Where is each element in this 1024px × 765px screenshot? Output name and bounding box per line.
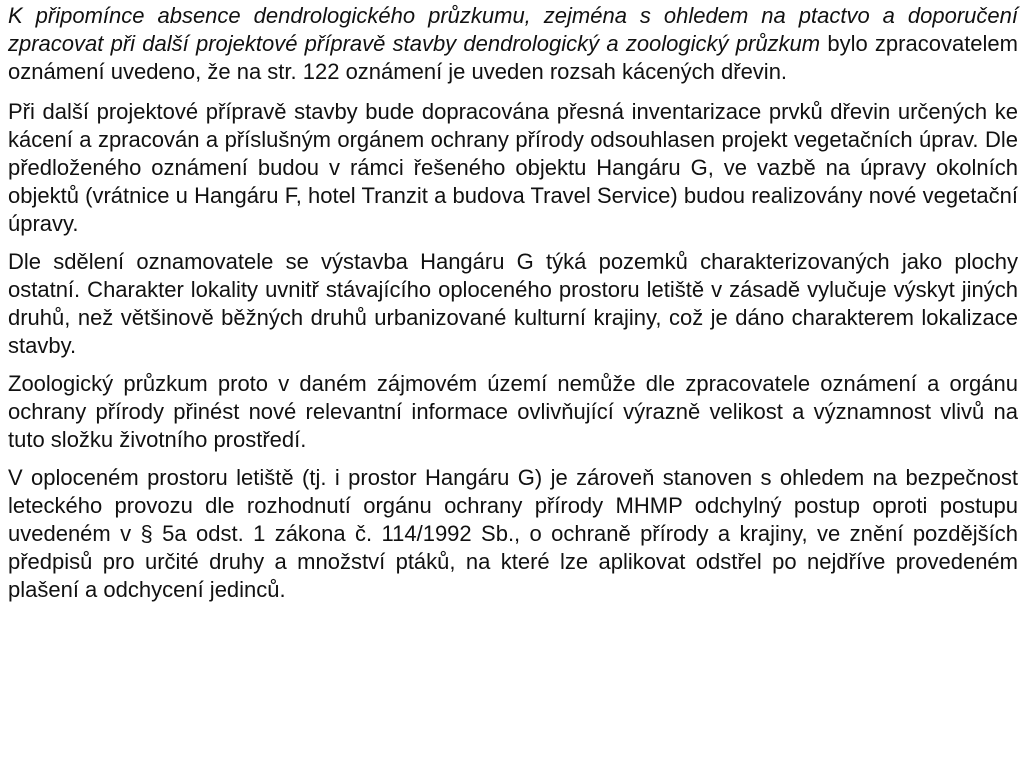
paragraph-1 [8, 2, 1018, 86]
paragraph-5: V oploceném prostoru letiště (tj. i prostor Hangáru G) je zároveň stanoven s ohledem na bezpečnost leteckého provozu dle rozhodnutí orgánu ochrany přírody MHMP odchylný postup oproti postupu uvedeném v § 5a odst. 1 zákona č. 114/1992 Sb., o ochraně přírody a krajiny, ve znění pozdějších předpisů pro určité druhy a množství ptáků, na které lze aplikovat odstřel po nejdříve provedeném plašení a odchycení jedinců. [8, 465, 1018, 602]
document-page [8, 2, 1018, 614]
paragraph-1-italic-lead: K připomínce absence dendrologického průzkumu, zejména s ohledem na ptactvo a doporučení zpracovat při další projektové přípravě stavby dendrologický a zoologický průzkum [8, 3, 1018, 56]
paragraph-2: Při další projektové přípravě stavby bude dopracována přesná inventarizace prvků dřevin určených ke kácení a zpracován a příslušným orgánem ochrany přírody odsouhlasen projekt vegetačních úprav. Dle předloženého oznámení budou v rámci řešeného objektu Hangáru G, ve vazbě na úpravy okolních objektů (vrátnice u Hangáru F, hotel Tranzit a budova Travel Service) budou realizovány nové vegetační úpravy. [8, 99, 1018, 236]
paragraph-3: Dle sdělení oznamovatele se výstavba Hangáru G týká pozemků charakterizovaných jako plochy ostatní. Charakter lokality uvnitř stávajícího oploceného prostoru letiště v zásadě vylučuje výskyt jiných druhů, než většinově běžných druhů urbanizované kulturní krajiny, což je dáno charakterem lokalizace stavby. [8, 249, 1018, 358]
paragraph-4: Zoologický průzkum proto v daném zájmovém území nemůže dle zpracovatele oznámení a orgánu ochrany přírody přinést nové relevantní informace ovlivňující výrazně velikost a významnost vlivů na tuto složku životního prostředí. [8, 371, 1018, 452]
paragraph-1-text: bylo zpracovatelem oznámení uvedeno, že na str. 122 oznámení je uveden rozsah kácených dřevin. [8, 31, 1018, 84]
